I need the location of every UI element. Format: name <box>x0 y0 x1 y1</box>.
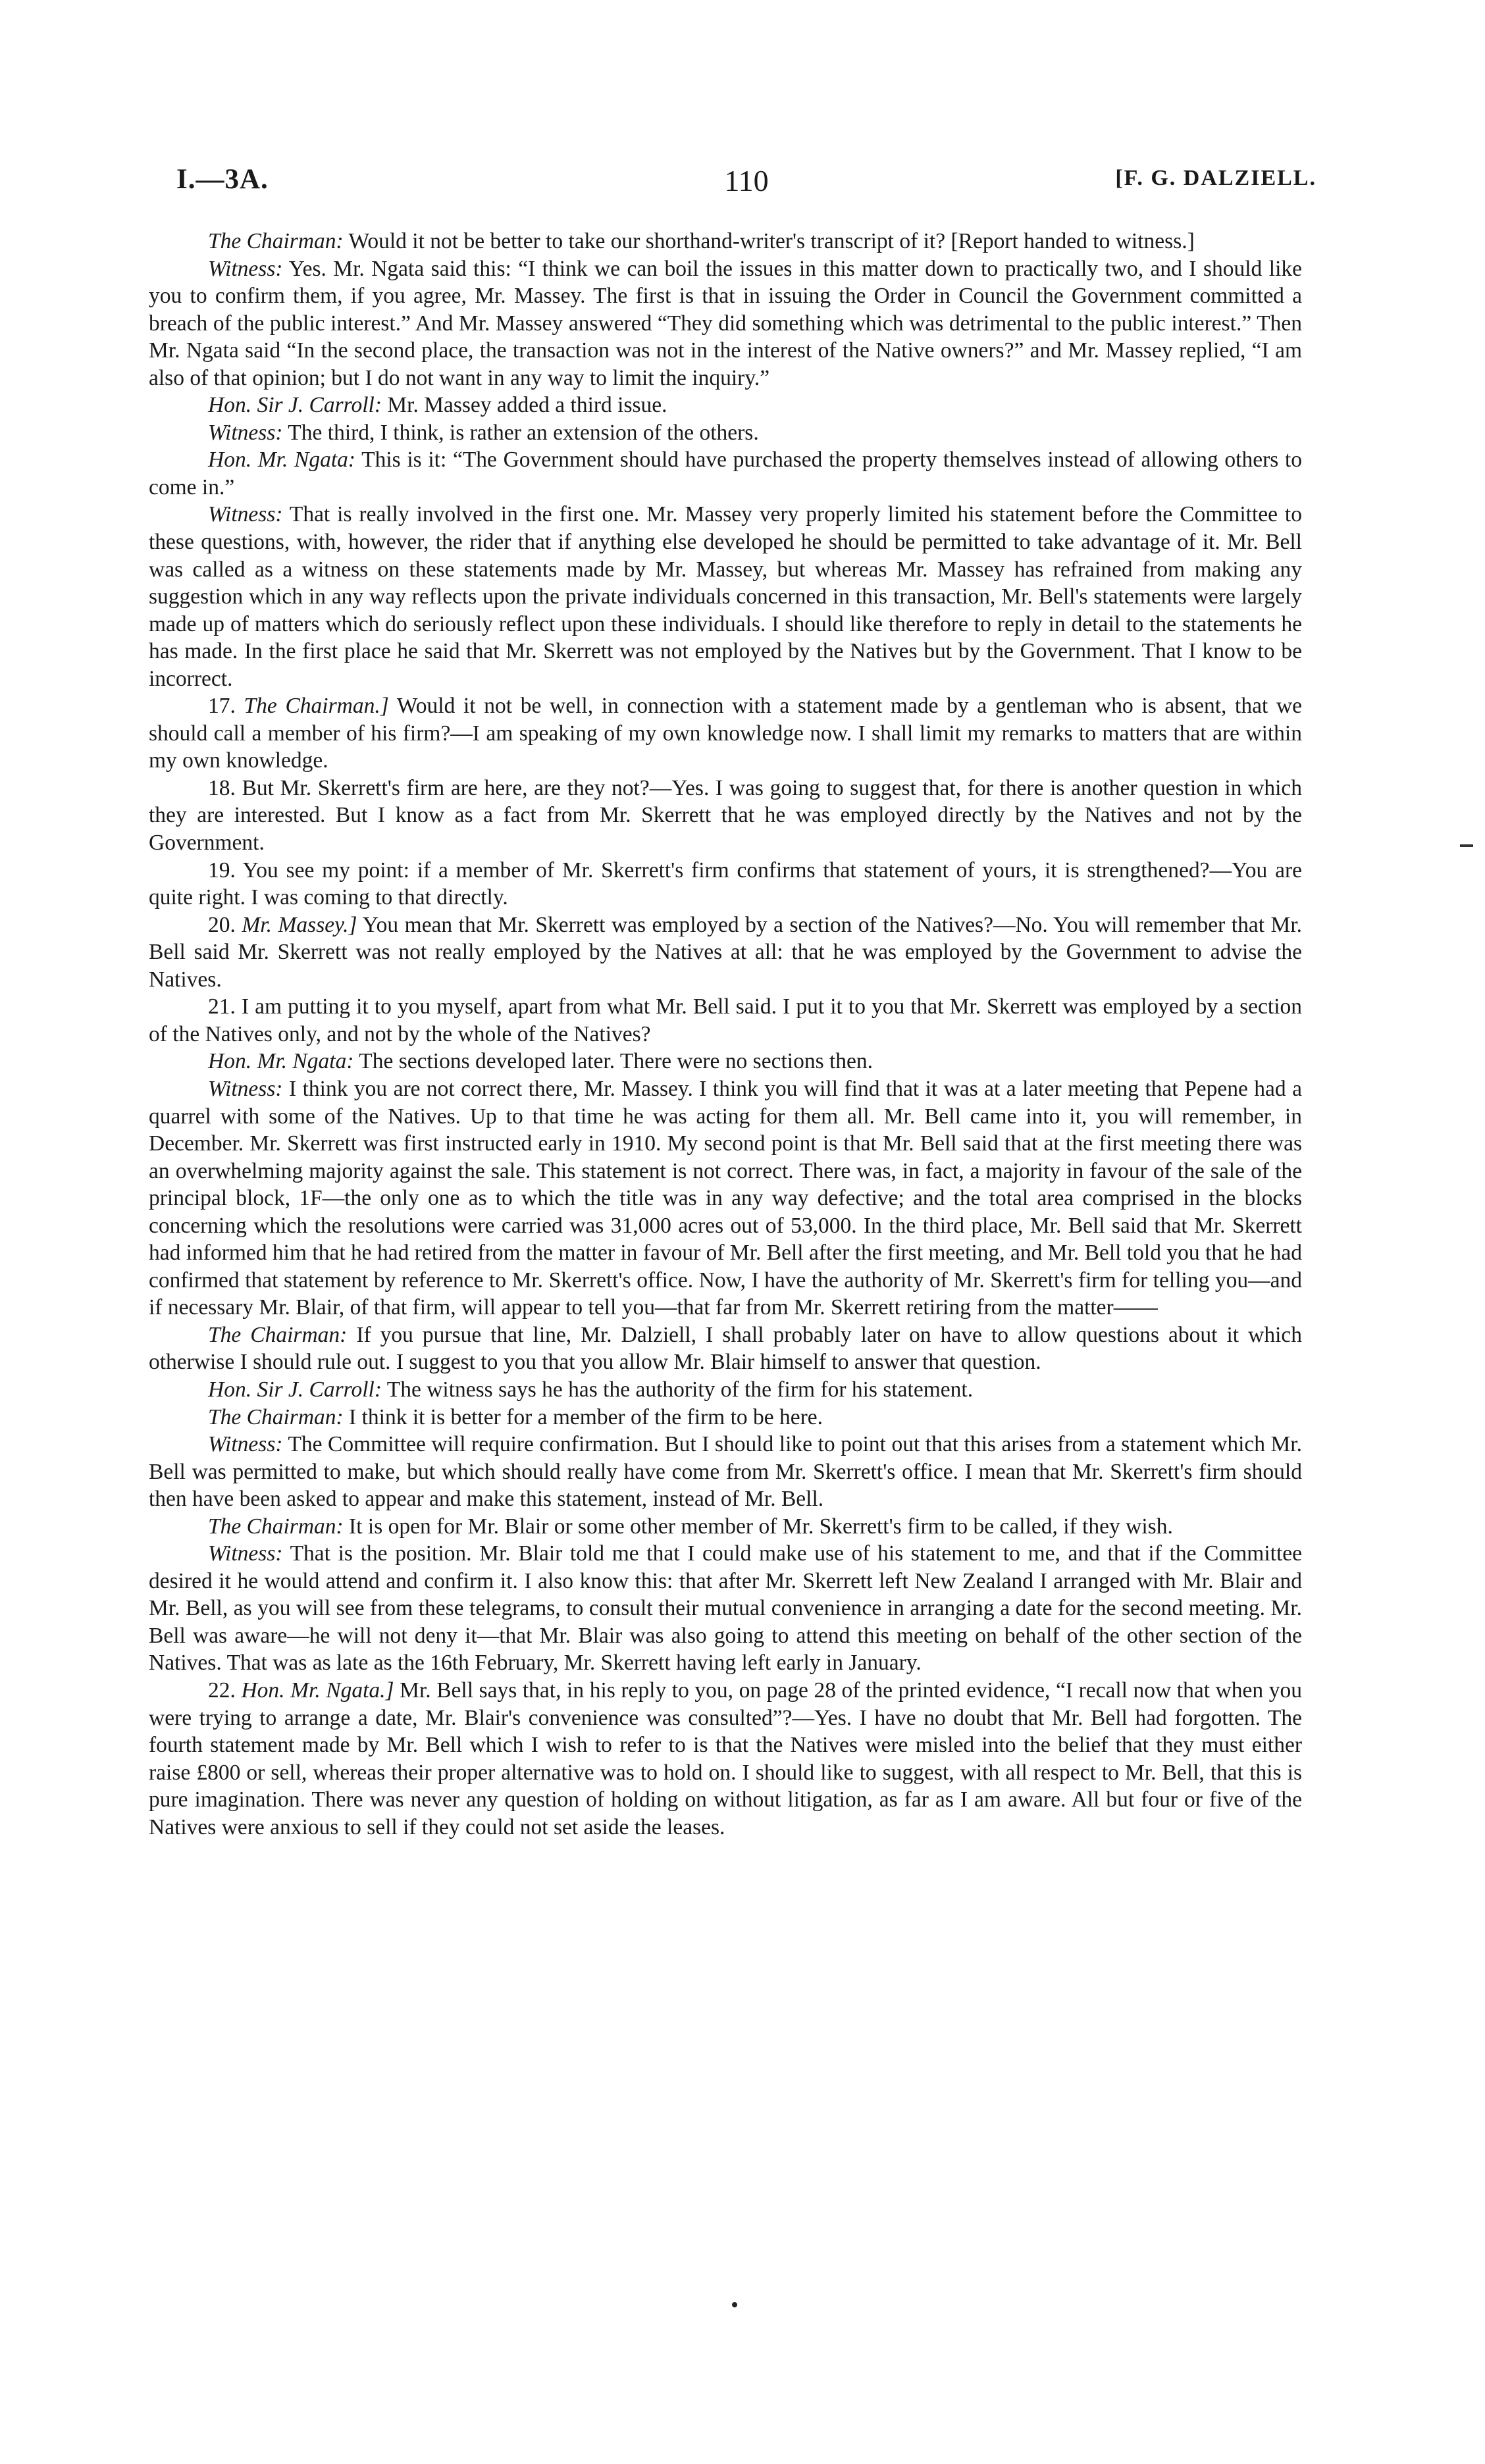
paragraph-text: You mean that Mr. Skerrett was employed by a section of the Natives?—No. You will remember that Mr. Bell said Mr. Skerrett was not really employed by the Natives at all: that he was employed by the Government to advise the Natives. <box>149 912 1302 992</box>
speaker: Hon. Sir J. Carroll: <box>208 1377 382 1402</box>
speaker: Hon. Mr. Ngata.] <box>241 1678 394 1703</box>
paragraph <box>149 1513 1302 1541</box>
paragraph-text: But Mr. Skerrett's firm are here, are they not?—Yes. I was going to suggest that, for there is another question in which they are interested. But I know as a fact from Mr. Skerrett that he was employed directly by the Natives and not by the Government. <box>149 775 1302 856</box>
question-number: 19. <box>208 858 236 883</box>
paragraph-text: Would it not be better to take our shorthand-writer's transcript of it? [Report handed to witness.] <box>343 229 1195 253</box>
speaker: Witness: <box>208 256 283 281</box>
paragraph <box>149 392 1302 419</box>
paragraph-text: The witness says he has the authority of the firm for his statement. <box>381 1377 974 1402</box>
paragraph <box>149 501 1302 692</box>
paragraph-text: I think you are not correct there, Mr. Massey. I think you will find that it was at a later meeting that Pepene had a quarrel with some of the Natives. Up to that time he was acting for them all. Mr. Bell came into it, you will remember, in December. Mr. Skerrett was first instructed early in 1910. My second point is that Mr. Bell said that at the first meeting there was an overwhelming majority against the sale. This statement is not correct. There was, in fact, a majority in favour of the sale of the principal block, 1F—the only one as to which the title was in any way defective; and the total area comprised in the blocks concerning which the resolutions were carried was 31,000 acres out of 53,000. In the third place, Mr. Bell said that Mr. Skerrett had informed him that he had retired from the matter in favour of Mr. Bell after the first meeting, and Mr. Bell told you that he had confirmed that statement by reference to Mr. Skerrett's office. Now, I have the authority of Mr. Skerrett's firm for telling you—and if necessary Mr. Blair, of that firm, will appear to tell you—that far from Mr. Skerrett retiring from the matter—— <box>149 1076 1302 1320</box>
question-number: 18. <box>208 775 236 800</box>
speaker: Witness: <box>208 420 283 445</box>
paragraph <box>149 1048 1302 1075</box>
page-dot <box>732 2302 737 2307</box>
question-number: 17. <box>208 694 236 719</box>
paragraph-text: Yes. Mr. Ngata said this: “I think we can boil the issues in this matter down to practically two, and I should like you to confirm them, if you agree, Mr. Massey. The first is that in issuing the Order in Council the Government committed a breach of the public interest.” And Mr. Massey answered “They did something which was detrimental to the public interest.” Then Mr. Ngata said “In the second place, the transaction was not in the interest of the Native owners?” and Mr. Massey replied, “I am also of that opinion; but I do not want in any way to limit the inquiry.” <box>149 256 1302 390</box>
paragraph-text: I think it is better for a member of the firm to be here. <box>343 1404 823 1429</box>
paragraph-text: Mr. Bell says that, in his reply to you, on page 28 of the printed evidence, “I recall now that when you were trying to arrange a date, Mr. Blair's convenience was consulted”?—Yes. I have no doubt that Mr. Bell had forgotten. The fourth statement made by Mr. Bell which I wish to refer to is that the Natives were misled into the belief that they must either raise £800 or sell, whereas their proper alternative was to hold on. I should like to suggest, with all respect to Mr. Bell, that this is pure imagination. There was never any question of holding on without litigation, as far as I am aware. All but four or five of the Natives were anxious to sell if they could not set aside the leases. <box>149 1678 1302 1839</box>
page-header <box>176 163 1316 203</box>
question-number: 21. <box>208 994 236 1019</box>
document-body <box>149 228 1302 1841</box>
question-paragraph <box>149 911 1302 994</box>
paragraph-text: This is it: “The Government should have purchased the property themselves instead of allowing others to come in.” <box>149 448 1302 500</box>
paragraph-text: The Committee will require confirmation. But I should like to point out that this arises from a statement which Mr. Bell was permitted to make, but which should really have come from Mr. Skerrett's office. I mean that Mr. Skerrett's firm should then have been asked to appear and make this statement, instead of Mr. Bell. <box>149 1432 1302 1512</box>
paragraph-text: That is really involved in the first one. Mr. Massey very properly limited his statement before the Committee to these questions, with, however, the rider that if anything else developed he should be permitted to take advantage of it. Mr. Bell was called as a witness on these statements made by Mr. Massey, but whereas Mr. Massey has refrained from making any suggestion which in any way reflects upon the private individuals concerned in this transaction, Mr. Bell's statements were largely made up of matters which do seriously reflect upon these individuals. I should like therefore to reply in detail to the statements he has made. In the first place he said that Mr. Skerrett was not employed by the Natives but by the Government. That I know to be incorrect. <box>149 502 1302 691</box>
paragraph <box>149 1376 1302 1404</box>
paragraph <box>149 1322 1302 1376</box>
witness-name: [F. G. DALZIELL. <box>1115 166 1316 190</box>
question-paragraph <box>149 993 1302 1048</box>
paragraph-text: The sections developed later. There were no sections then. <box>353 1049 873 1074</box>
paragraph-text: Would it not be well, in connection with a statement made by a gentleman who is absent, that we should call a member of his firm?—I am speaking of my own knowledge now. I shall limit my remarks to matters that are within my own knowledge. <box>149 694 1303 773</box>
paragraph <box>149 1540 1302 1677</box>
speaker: Witness: <box>208 1076 283 1101</box>
question-paragraph <box>149 1677 1302 1841</box>
speaker: Hon. Mr. Ngata: <box>208 448 356 473</box>
question-paragraph <box>149 692 1302 775</box>
paragraph-text: If you pursue that line, Mr. Dalziell, I shall probably later on have to allow questions about it which otherwise I should rule out. I suggest to you that you allow Mr. Blair himself to answer that question. <box>149 1322 1302 1375</box>
speaker: The Chairman.] <box>244 694 389 719</box>
speaker: The Chairman: <box>208 229 344 253</box>
speaker: Witness: <box>208 502 283 527</box>
speaker: The Chairman: <box>208 1322 348 1347</box>
paragraph <box>149 1075 1302 1322</box>
paragraph-text: The third, I think, is rather an extension of the others. <box>282 420 759 445</box>
paper-reference: I.—3A. <box>176 164 269 195</box>
speaker: The Chairman: <box>208 1404 344 1429</box>
paragraph <box>149 1404 1302 1431</box>
paragraph <box>149 419 1302 447</box>
paragraph <box>149 228 1302 255</box>
page-number: 110 <box>724 164 769 197</box>
margin-mark <box>1460 844 1473 847</box>
paragraph <box>149 1431 1302 1513</box>
paragraph-text: Mr. Massey added a third issue. <box>381 393 667 418</box>
paragraph-text: I am putting it to you myself, apart from what Mr. Bell said. I put it to you that Mr. Skerrett was employed by a section of the Natives only, and not by the whole of the Natives? <box>149 994 1302 1046</box>
speaker: Hon. Mr. Ngata: <box>208 1049 354 1074</box>
paragraph-text: You see my point: if a member of Mr. Skerrett's firm confirms that statement of yours, it is strengthened?—You are quite right. I was coming to that directly. <box>149 858 1302 910</box>
paragraph <box>149 446 1302 501</box>
question-number: 20. <box>208 912 236 937</box>
question-number: 22. <box>208 1678 236 1703</box>
question-paragraph <box>149 857 1302 911</box>
paragraph-text: It is open for Mr. Blair or some other member of Mr. Skerrett's firm to be called, if they wish. <box>343 1514 1173 1539</box>
paragraph-text: That is the position. Mr. Blair told me that I could make use of his statement to me, and that if the Committee desired it he would attend and confirm it. I also know this: that after Mr. Skerrett left New Zealand I arranged with Mr. Blair and Mr. Bell, as you will see from these telegrams, to consult their mutual convenience in arranging a date for the second meeting. Mr. Bell was aware—he will not deny it—that Mr. Blair was also going to attend this meeting on behalf of the other section of the Natives. That was as late as the 16th February, Mr. Skerrett having left early in January. <box>149 1541 1302 1676</box>
speaker: The Chairman: <box>208 1514 344 1539</box>
paragraph <box>149 255 1302 392</box>
speaker: Mr. Massey.] <box>242 912 357 937</box>
speaker: Witness: <box>208 1432 283 1457</box>
question-paragraph <box>149 775 1302 857</box>
speaker: Hon. Sir J. Carroll: <box>208 393 382 418</box>
speaker: Witness: <box>208 1541 283 1566</box>
